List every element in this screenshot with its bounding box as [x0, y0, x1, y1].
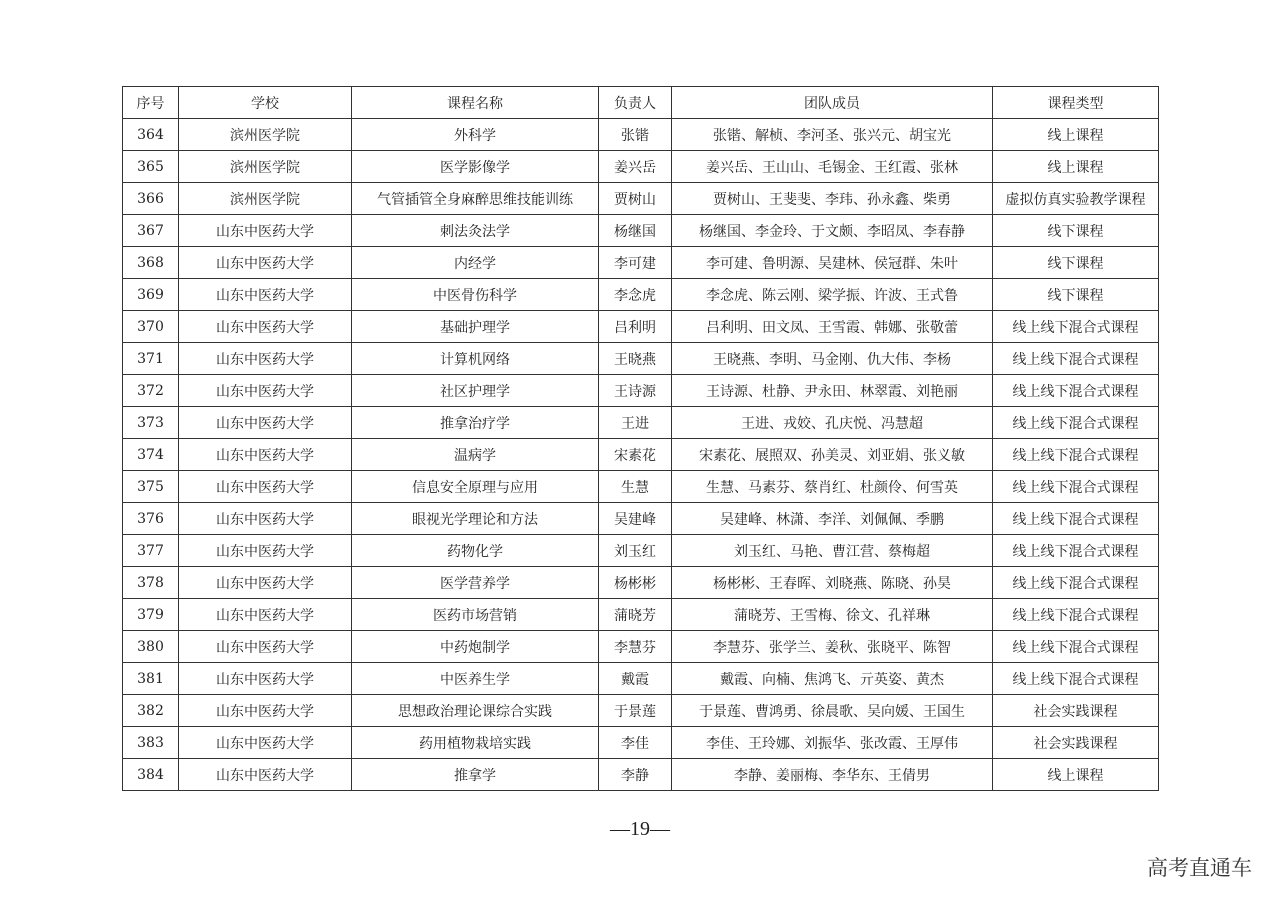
index-cell: 367 [123, 215, 179, 247]
table-row [123, 119, 1159, 151]
index-cell: 373 [123, 407, 179, 439]
index-cell: 381 [123, 663, 179, 695]
team-members-cell: 宋素花、展照双、孙美灵、刘亚娟、张义敏 [672, 439, 993, 471]
header-team-members: 团队成员 [672, 87, 993, 119]
table-row [123, 215, 1159, 247]
school-cell: 山东中医药大学 [179, 279, 352, 311]
course-type-cell: 线下课程 [993, 279, 1159, 311]
lead-cell: 李念虎 [599, 279, 672, 311]
course-type-cell: 线上线下混合式课程 [993, 471, 1159, 503]
school-cell: 山东中医药大学 [179, 759, 352, 791]
course-name-cell: 中医骨伤科学 [352, 279, 599, 311]
course-type-cell: 线上线下混合式课程 [993, 631, 1159, 663]
course-name-cell: 计算机网络 [352, 343, 599, 375]
table-row [123, 311, 1159, 343]
team-members-cell: 张锴、解桢、李河圣、张兴元、胡宝光 [672, 119, 993, 151]
course-name-cell: 基础护理学 [352, 311, 599, 343]
course-type-cell: 线上线下混合式课程 [993, 535, 1159, 567]
team-members-cell: 姜兴岳、王山山、毛锡金、王红霞、张林 [672, 151, 993, 183]
lead-cell: 吕利明 [599, 311, 672, 343]
lead-cell: 戴霞 [599, 663, 672, 695]
course-type-cell: 线上线下混合式课程 [993, 599, 1159, 631]
header-index: 序号 [123, 87, 179, 119]
course-type-cell: 线上课程 [993, 119, 1159, 151]
team-members-cell: 蒲晓芳、王雪梅、徐文、孔祥琳 [672, 599, 993, 631]
team-members-cell: 李可建、鲁明源、吴建林、侯冠群、朱叶 [672, 247, 993, 279]
team-members-cell: 王晓燕、李明、马金刚、仇大伟、李杨 [672, 343, 993, 375]
team-members-cell: 李静、姜丽梅、李华东、王倩男 [672, 759, 993, 791]
lead-cell: 姜兴岳 [599, 151, 672, 183]
school-cell: 山东中医药大学 [179, 567, 352, 599]
index-cell: 371 [123, 343, 179, 375]
course-type-cell: 线上课程 [993, 151, 1159, 183]
course-name-cell: 中药炮制学 [352, 631, 599, 663]
course-type-cell: 线上线下混合式课程 [993, 663, 1159, 695]
school-cell: 山东中医药大学 [179, 215, 352, 247]
index-cell: 366 [123, 183, 179, 215]
team-members-cell: 于景莲、曹鸿勇、徐晨歌、吴向媛、王国生 [672, 695, 993, 727]
school-cell: 山东中医药大学 [179, 247, 352, 279]
course-type-cell: 线上线下混合式课程 [993, 567, 1159, 599]
course-type-cell: 线下课程 [993, 215, 1159, 247]
school-cell: 滨州医学院 [179, 183, 352, 215]
school-cell: 滨州医学院 [179, 151, 352, 183]
team-members-cell: 杨彬彬、王春晖、刘晓燕、陈晓、孙昊 [672, 567, 993, 599]
course-name-cell: 外科学 [352, 119, 599, 151]
index-cell: 384 [123, 759, 179, 791]
course-name-cell: 气管插管全身麻醉思维技能训练 [352, 183, 599, 215]
team-members-cell: 刘玉红、马艳、曹江营、蔡梅超 [672, 535, 993, 567]
header-row [123, 87, 1159, 119]
course-name-cell: 医学影像学 [352, 151, 599, 183]
school-cell: 山东中医药大学 [179, 727, 352, 759]
course-name-cell: 思想政治理论课综合实践 [352, 695, 599, 727]
course-type-cell: 线上课程 [993, 759, 1159, 791]
lead-cell: 吴建峰 [599, 503, 672, 535]
team-members-cell: 吕利明、田文凤、王雪霞、韩娜、张敬蕾 [672, 311, 993, 343]
lead-cell: 王进 [599, 407, 672, 439]
lead-cell: 李可建 [599, 247, 672, 279]
team-members-cell: 吴建峰、林潇、李洋、刘佩佩、季鹏 [672, 503, 993, 535]
index-cell: 382 [123, 695, 179, 727]
course-table [122, 86, 1159, 791]
course-type-cell: 线上线下混合式课程 [993, 375, 1159, 407]
course-name-cell: 信息安全原理与应用 [352, 471, 599, 503]
lead-cell: 蒲晓芳 [599, 599, 672, 631]
course-name-cell: 中医养生学 [352, 663, 599, 695]
course-type-cell: 线上线下混合式课程 [993, 407, 1159, 439]
index-cell: 375 [123, 471, 179, 503]
index-cell: 370 [123, 311, 179, 343]
school-cell: 山东中医药大学 [179, 695, 352, 727]
index-cell: 365 [123, 151, 179, 183]
table-row [123, 375, 1159, 407]
team-members-cell: 王进、戎姣、孔庆悦、冯慧超 [672, 407, 993, 439]
table-row [123, 695, 1159, 727]
school-cell: 山东中医药大学 [179, 311, 352, 343]
index-cell: 372 [123, 375, 179, 407]
table-row [123, 343, 1159, 375]
lead-cell: 李佳 [599, 727, 672, 759]
index-cell: 379 [123, 599, 179, 631]
index-cell: 380 [123, 631, 179, 663]
school-cell: 山东中医药大学 [179, 343, 352, 375]
lead-cell: 于景莲 [599, 695, 672, 727]
course-type-cell: 线上线下混合式课程 [993, 311, 1159, 343]
school-cell: 山东中医药大学 [179, 631, 352, 663]
course-name-cell: 推拿治疗学 [352, 407, 599, 439]
school-cell: 山东中医药大学 [179, 439, 352, 471]
team-members-cell: 杨继国、李金玲、于文颇、李昭凤、李春静 [672, 215, 993, 247]
table-row [123, 407, 1159, 439]
table-row [123, 503, 1159, 535]
team-members-cell: 李念虎、陈云刚、梁学振、许波、王式鲁 [672, 279, 993, 311]
page-number: —19— [610, 818, 670, 840]
index-cell: 369 [123, 279, 179, 311]
lead-cell: 杨继国 [599, 215, 672, 247]
course-name-cell: 药用植物栽培实践 [352, 727, 599, 759]
course-type-cell: 社会实践课程 [993, 695, 1159, 727]
table-row [123, 247, 1159, 279]
lead-cell: 刘玉红 [599, 535, 672, 567]
school-cell: 山东中医药大学 [179, 599, 352, 631]
table-row [123, 727, 1159, 759]
header-course-type: 课程类型 [993, 87, 1159, 119]
table-row [123, 151, 1159, 183]
table-body [123, 119, 1159, 791]
table-row [123, 759, 1159, 791]
team-members-cell: 戴霞、向楠、焦鸿飞、亓英姿、黄杰 [672, 663, 993, 695]
index-cell: 364 [123, 119, 179, 151]
index-cell: 377 [123, 535, 179, 567]
lead-cell: 贾树山 [599, 183, 672, 215]
school-cell: 山东中医药大学 [179, 407, 352, 439]
index-cell: 374 [123, 439, 179, 471]
index-cell: 383 [123, 727, 179, 759]
team-members-cell: 王诗源、杜静、尹永田、林翠霞、刘艳丽 [672, 375, 993, 407]
school-cell: 山东中医药大学 [179, 471, 352, 503]
lead-cell: 宋素花 [599, 439, 672, 471]
watermark: 高考直通车 [1147, 856, 1252, 880]
header-lead: 负责人 [599, 87, 672, 119]
team-members-cell: 李慧芬、张学兰、姜秋、张晓平、陈智 [672, 631, 993, 663]
index-cell: 378 [123, 567, 179, 599]
lead-cell: 李慧芬 [599, 631, 672, 663]
course-type-cell: 社会实践课程 [993, 727, 1159, 759]
course-name-cell: 推拿学 [352, 759, 599, 791]
table-row [123, 535, 1159, 567]
course-name-cell: 刺法灸法学 [352, 215, 599, 247]
lead-cell: 王诗源 [599, 375, 672, 407]
lead-cell: 杨彬彬 [599, 567, 672, 599]
team-members-cell: 贾树山、王斐斐、李玮、孙永鑫、柴勇 [672, 183, 993, 215]
course-name-cell: 内经学 [352, 247, 599, 279]
header-course-name: 课程名称 [352, 87, 599, 119]
course-type-cell: 线下课程 [993, 247, 1159, 279]
team-members-cell: 李佳、王玲娜、刘振华、张改霞、王厚伟 [672, 727, 993, 759]
header-school: 学校 [179, 87, 352, 119]
table-row [123, 471, 1159, 503]
school-cell: 山东中医药大学 [179, 663, 352, 695]
course-name-cell: 医药市场营销 [352, 599, 599, 631]
course-name-cell: 眼视光学理论和方法 [352, 503, 599, 535]
table-row [123, 567, 1159, 599]
lead-cell: 李静 [599, 759, 672, 791]
index-cell: 376 [123, 503, 179, 535]
school-cell: 滨州医学院 [179, 119, 352, 151]
lead-cell: 生慧 [599, 471, 672, 503]
table-row [123, 439, 1159, 471]
table-row [123, 631, 1159, 663]
index-cell: 368 [123, 247, 179, 279]
lead-cell: 张锴 [599, 119, 672, 151]
lead-cell: 王晓燕 [599, 343, 672, 375]
table-row [123, 183, 1159, 215]
school-cell: 山东中医药大学 [179, 503, 352, 535]
course-name-cell: 社区护理学 [352, 375, 599, 407]
table-row [123, 599, 1159, 631]
team-members-cell: 生慧、马素芬、蔡肖红、杜颜伶、何雪英 [672, 471, 993, 503]
table-row [123, 279, 1159, 311]
table-row [123, 663, 1159, 695]
course-type-cell: 线上线下混合式课程 [993, 439, 1159, 471]
course-name-cell: 药物化学 [352, 535, 599, 567]
course-name-cell: 温病学 [352, 439, 599, 471]
course-type-cell: 线上线下混合式课程 [993, 343, 1159, 375]
course-type-cell: 虚拟仿真实验教学课程 [993, 183, 1159, 215]
course-type-cell: 线上线下混合式课程 [993, 503, 1159, 535]
school-cell: 山东中医药大学 [179, 375, 352, 407]
school-cell: 山东中医药大学 [179, 535, 352, 567]
course-name-cell: 医学营养学 [352, 567, 599, 599]
